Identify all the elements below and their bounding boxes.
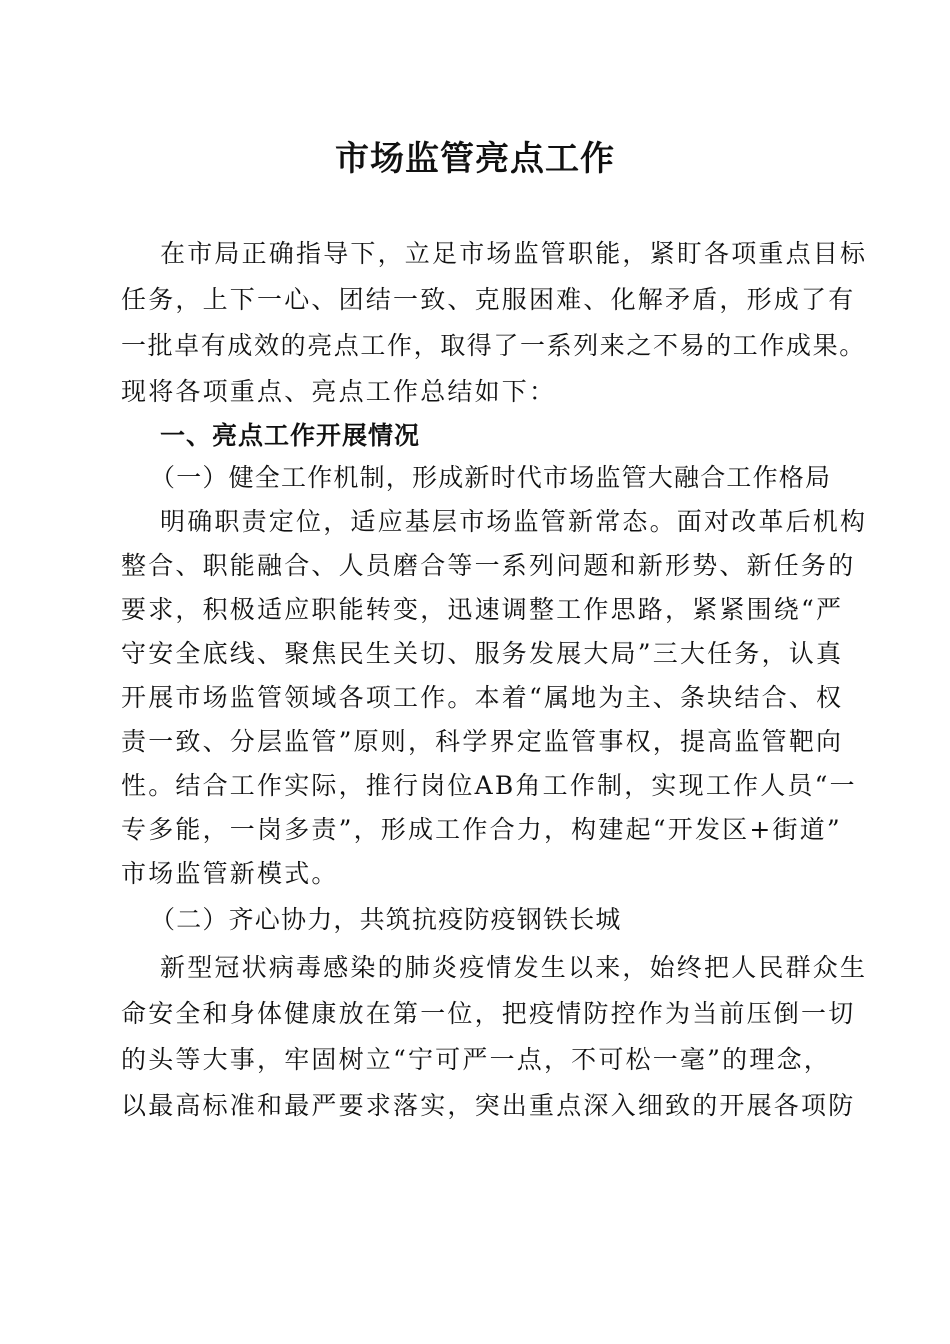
paragraph-line: 明确职责定位，适应基层市场监管新常态。面对改革后机构 [160, 507, 868, 536]
paragraph-line: 要求，积极适应职能转变，迅速调整工作思路，紧紧围绕“严 [121, 595, 844, 624]
paragraph-line: 任务，上下一心、团结一致、克服困难、化解矛盾，形成了有 [121, 285, 856, 314]
paragraph-line: 的头等大事，牢固树立“宁可严一点，不可松一毫”的理念， [121, 1045, 831, 1074]
document-title: 市场监管亮点工作 [335, 139, 615, 179]
paragraph-line: 现将各项重点、亮点工作总结如下： [121, 377, 557, 406]
paragraph-line: 在市局正确指导下，立足市场监管职能，紧盯各项重点目标 [160, 239, 868, 268]
paragraph-line: 责一致、分层监管”原则，科学界定监管事权，提高监管靶向 [121, 727, 844, 756]
subsection-heading: （一）健全工作机制，形成新时代市场监管大融合工作格局 [150, 463, 832, 492]
paragraph-line: 新型冠状病毒感染的肺炎疫情发生以来，始终把人民群众生 [160, 953, 868, 982]
subsection-heading: （二）齐心协力，共筑抗疫防疫钢铁长城 [150, 905, 622, 934]
paragraph-line: 整合、职能融合、人员磨合等一系列问题和新形势、新任务的 [121, 551, 856, 580]
paragraph-line: 性。结合工作实际，推行岗位AB角工作制，实现工作人员“一 [121, 771, 857, 800]
paragraph-line: 开展市场监管领域各项工作。本着“属地为主、条块结合、权 [121, 683, 844, 712]
paragraph-line: 守安全底线、聚焦民生关切、服务发展大局”三大任务，认真 [121, 639, 844, 668]
section-heading: 一、亮点工作开展情况 [160, 421, 421, 450]
paragraph-line: 以最高标准和最严要求落实，突出重点深入细致的开展各项防 [121, 1091, 856, 1120]
paragraph-line: 命安全和身体健康放在第一位，把疫情防控作为当前压倒一切 [121, 999, 856, 1028]
paragraph-line: 一批卓有成效的亮点工作，取得了一系列来之不易的工作成果。 [121, 331, 866, 360]
paragraph-line: 专多能，一岗多责”，形成工作合力，构建起“开发区+街道” [121, 815, 842, 844]
paragraph-line: 市场监管新模式。 [121, 859, 339, 888]
